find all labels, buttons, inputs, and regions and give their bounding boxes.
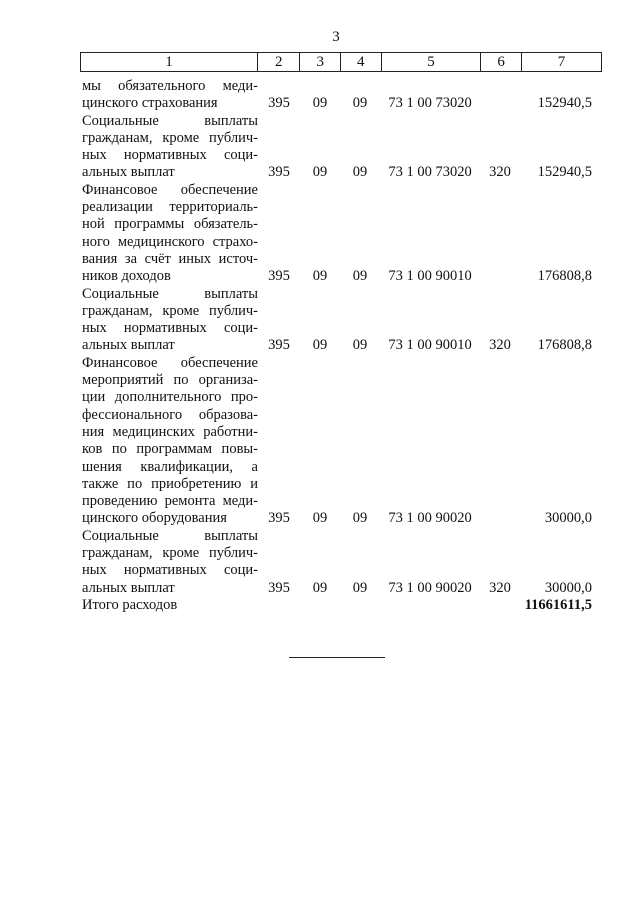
table-row [80,528,600,597]
description-line: реализации территориаль- [82,199,258,216]
cell-c3: 09 [312,95,328,112]
cell-c3: 09 [312,268,328,285]
description-line: Социальные выплаты [82,527,258,544]
description-line: вания за счёт иных источ- [82,250,258,267]
description-line: Социальные выплаты [82,112,258,129]
header-col-1: 1 [81,53,258,71]
cell-c5: 73 1 00 90010 [388,268,472,285]
cell-c3: 09 [312,337,328,354]
end-divider [289,657,385,658]
cell-c2: 395 [268,164,290,181]
cell-c4: 09 [352,510,368,527]
table-header [80,52,602,72]
cell-c7: 152940,5 [537,95,592,112]
description-line: гражданам, кроме публич- [82,545,258,562]
cell-c5: 73 1 00 90020 [388,510,472,527]
row-description [80,182,258,286]
description-line: мы обязательного меди- [82,78,258,94]
table-body [80,78,600,614]
cell-c7: 152940,5 [537,164,592,181]
description-line: ной программы обязатель- [82,216,258,233]
cell-c6 [480,510,520,527]
cell-c6: 320 [489,579,511,596]
cell-c7: 176808,8 [537,268,592,285]
description-line: фессионального образова- [82,406,258,423]
row-description [80,78,258,113]
header-col-6: 6 [481,53,522,71]
description-line: ных нормативных соци- [82,562,258,579]
row-description [80,528,258,597]
description-line: ков по программам повы- [82,441,258,458]
total-label: Итого расходов [82,596,178,613]
description-line: ных нормативных соци- [82,147,258,164]
description-line: цинского оборудования [82,510,227,527]
cell-c6: 320 [489,164,511,181]
cell-c2: 395 [268,579,290,596]
row-description [80,286,258,355]
cell-c4: 09 [352,268,368,285]
header-col-2: 2 [258,53,301,71]
description-line: ников доходов [82,268,171,285]
total-value: 11661611,5 [524,596,592,613]
cell-c4: 09 [352,95,368,112]
cell-c5: 73 1 00 73020 [388,164,472,181]
description-line: ного медицинского страхо- [82,233,258,250]
description-line: также по приобретению и [82,475,258,492]
description-line: гражданам, кроме публич- [82,129,258,146]
header-col-5: 5 [382,53,482,71]
table-row [80,286,600,355]
table-row [80,182,600,286]
description-line: цинского страхования [82,95,218,112]
cell-c5: 73 1 00 90010 [388,337,472,354]
cell-c7: 30000,0 [544,510,592,527]
header-col-3: 3 [300,53,341,71]
description-line: шения квалификации, а [82,458,258,475]
cell-c3: 09 [312,164,328,181]
description-line: ных нормативных соци- [82,320,258,337]
cell-c2: 395 [268,337,290,354]
description-line: Социальные выплаты [82,285,258,302]
row-description [80,113,258,182]
header-col-7: 7 [557,54,566,70]
cell-c4: 09 [352,579,368,596]
cell-c6 [480,95,520,112]
description-line: Финансовое обеспечение [82,181,258,198]
cell-c3: 09 [312,579,328,596]
cell-c2: 395 [268,510,290,527]
table-row [80,113,600,182]
cell-c4: 09 [352,164,368,181]
cell-c4: 09 [352,337,368,354]
description-line: ния медицинских работни- [82,423,258,440]
cell-c5: 73 1 00 73020 [388,95,472,112]
total-row [80,597,600,614]
description-line: альных выплат [82,337,175,354]
table-row [80,355,600,528]
description-line: альных выплат [82,164,175,181]
page-number: 3 [332,29,340,45]
cell-c3: 09 [312,510,328,527]
cell-c7: 30000,0 [544,579,592,596]
cell-c2: 395 [268,268,290,285]
description-line: ции дополнительного про- [82,389,258,406]
header-col-4: 4 [341,53,382,71]
cell-c7: 176808,8 [537,337,592,354]
table-row [80,78,600,113]
description-line: Финансовое обеспечение [82,354,258,371]
cell-c6: 320 [489,337,511,354]
description-line: альных выплат [82,579,175,596]
cell-c2: 395 [268,95,290,112]
cell-c6 [480,268,520,285]
row-description [80,355,258,528]
cell-c5: 73 1 00 90020 [388,579,472,596]
description-line: гражданам, кроме публич- [82,302,258,319]
description-line: мероприятий по организа- [82,372,258,389]
description-line: проведению ремонта меди- [82,493,258,510]
